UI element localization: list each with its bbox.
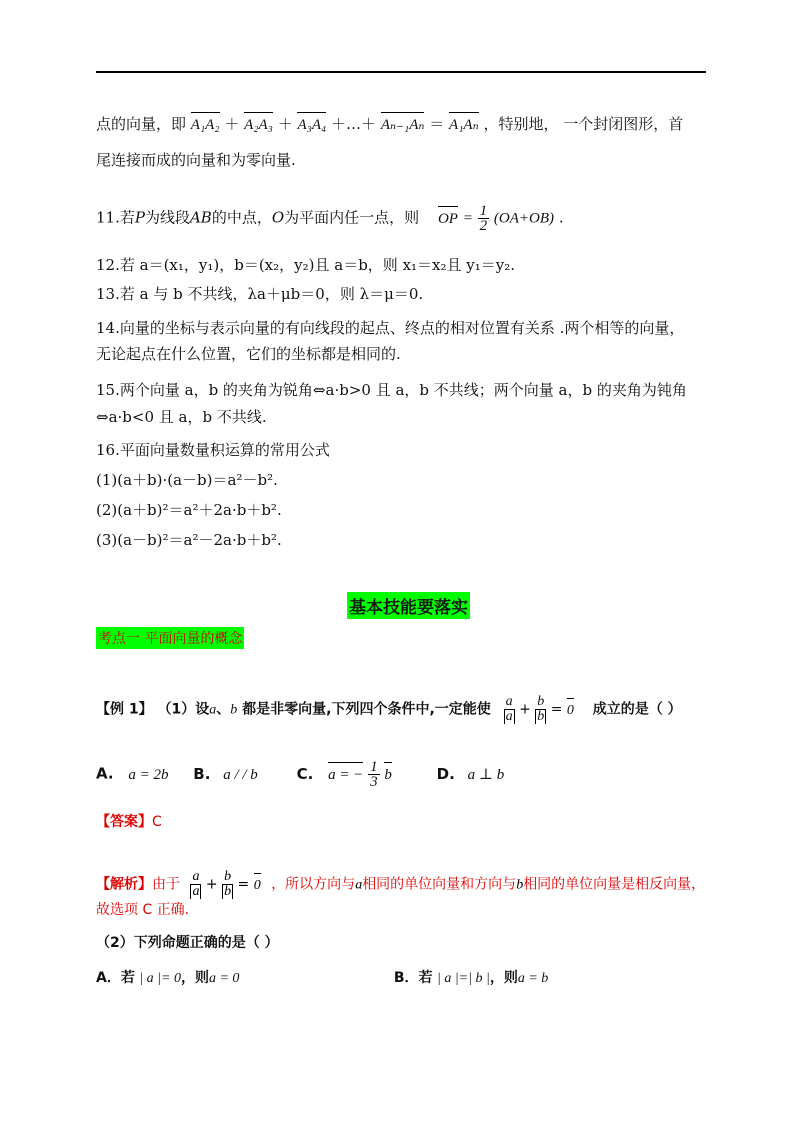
q2-option-a[interactable]: A．若 xyxy=(96,970,135,986)
option-c[interactable]: C. xyxy=(296,764,314,783)
q2-stem: （2）下列命题正确的是（ ） xyxy=(96,935,279,951)
para11: 11.若P为线段AB的中点，O为平面内任一点，则 OP = $\frac{1}{2}$ (OA+OB) . xyxy=(96,203,564,234)
vec-term-2: A₂A₃ xyxy=(244,117,273,133)
example1-stem: 【例 1】 （1）设a、b 都是非零向量,下列四个条件中,一定能使 $\frac{a}{a}$ + $\frac{b}{b}$ = 0 成立的是（ ） xyxy=(96,694,682,724)
analysis-line1: 【解析】由于 $\frac{a}{a}$ + $\frac{b}{b}$ = 0 ，所以方向与a相同的单位向量和方向与b相同的单位向量是相反向量， xyxy=(96,869,706,899)
formula-3: (3)(a－b)²＝a²－2a·b＋b². xyxy=(96,531,282,549)
analysis-formula: $\frac{a}{a}$ + $\frac{b}{b}$ = 0 xyxy=(192,869,261,899)
q2-options: A．若 | a |= 0，则a = 0 B．若 | a |=| b |，则a = b xyxy=(96,970,549,986)
section-heading: 基本技能要落实 xyxy=(347,592,470,619)
vec-term-5: A₁Aₙ xyxy=(449,117,479,133)
analysis-line2: 故选项 C 正确. xyxy=(96,902,190,918)
topic-label: 考点一 平面向量的概念 xyxy=(96,627,244,649)
para10-line2: 尾连接而成的向量和为零向量. xyxy=(96,151,296,169)
answer: 【答案】C xyxy=(96,814,162,830)
unit-vector-sum: $\frac{a}{a}$ + $\frac{b}{b}$ = 0 xyxy=(505,694,574,724)
example1-options: A. a = 2b B. a / / b C. a = − $\frac{1}{3}$ b D. a ⊥ b xyxy=(96,759,505,790)
vec-term-4: Aₙ₋₁Aₙ xyxy=(380,117,425,133)
para15-line2: ⇔a·b<0 且 a，b 不共线. xyxy=(96,408,267,426)
vec-term-1: A₁A₂ xyxy=(190,117,220,133)
formula-1: (1)(a＋b)·(a－b)＝a²－b². xyxy=(96,471,278,489)
para13: 13.若 a 与 b 不共线，λa＋μb＝0，则 λ＝μ＝0. xyxy=(96,285,424,303)
para16-title: 16.平面向量数量积运算的常用公式 xyxy=(96,441,330,459)
midpoint-formula: OP = $\frac{1}{2}$ (OA+OB) xyxy=(437,203,555,234)
option-a[interactable]: A. xyxy=(96,764,114,783)
para14-line2: 无论起点在什么位置，它们的坐标都是相同的. xyxy=(96,345,401,363)
para10-line1: 点的向量，即 A₁A₂ ＋ A₂A₃ ＋ A₃A₄ ＋…＋ Aₙ₋₁Aₙ ＝ A₁Aₙ ，特别地， 一个封闭图形，首 xyxy=(96,115,684,133)
option-d[interactable]: D. xyxy=(436,764,455,783)
q2-option-b[interactable]: B．若 xyxy=(393,970,433,986)
vec-term-3: A₃A₄ xyxy=(297,117,327,133)
para12: 12.若 a＝(x₁，y₁)，b＝(x₂，y₂)且 a＝b，则 x₁＝x₂且 y₁＝y₂. xyxy=(96,256,516,274)
option-b[interactable]: B. xyxy=(193,764,211,783)
para14-line1: 14.向量的坐标与表示向量的有向线段的起点、终点的相对位置有关系 .两个相等的向量， xyxy=(96,319,685,337)
header-rule xyxy=(96,71,706,73)
formula-2: (2)(a＋b)²＝a²＋2a·b＋b². xyxy=(96,501,282,519)
para15-line1: 15.两个向量 a，b 的夹角为锐角⇔a·b>0 且 a，b 不共线；两个向量 a，b 的夹角为钝角 xyxy=(96,381,687,399)
